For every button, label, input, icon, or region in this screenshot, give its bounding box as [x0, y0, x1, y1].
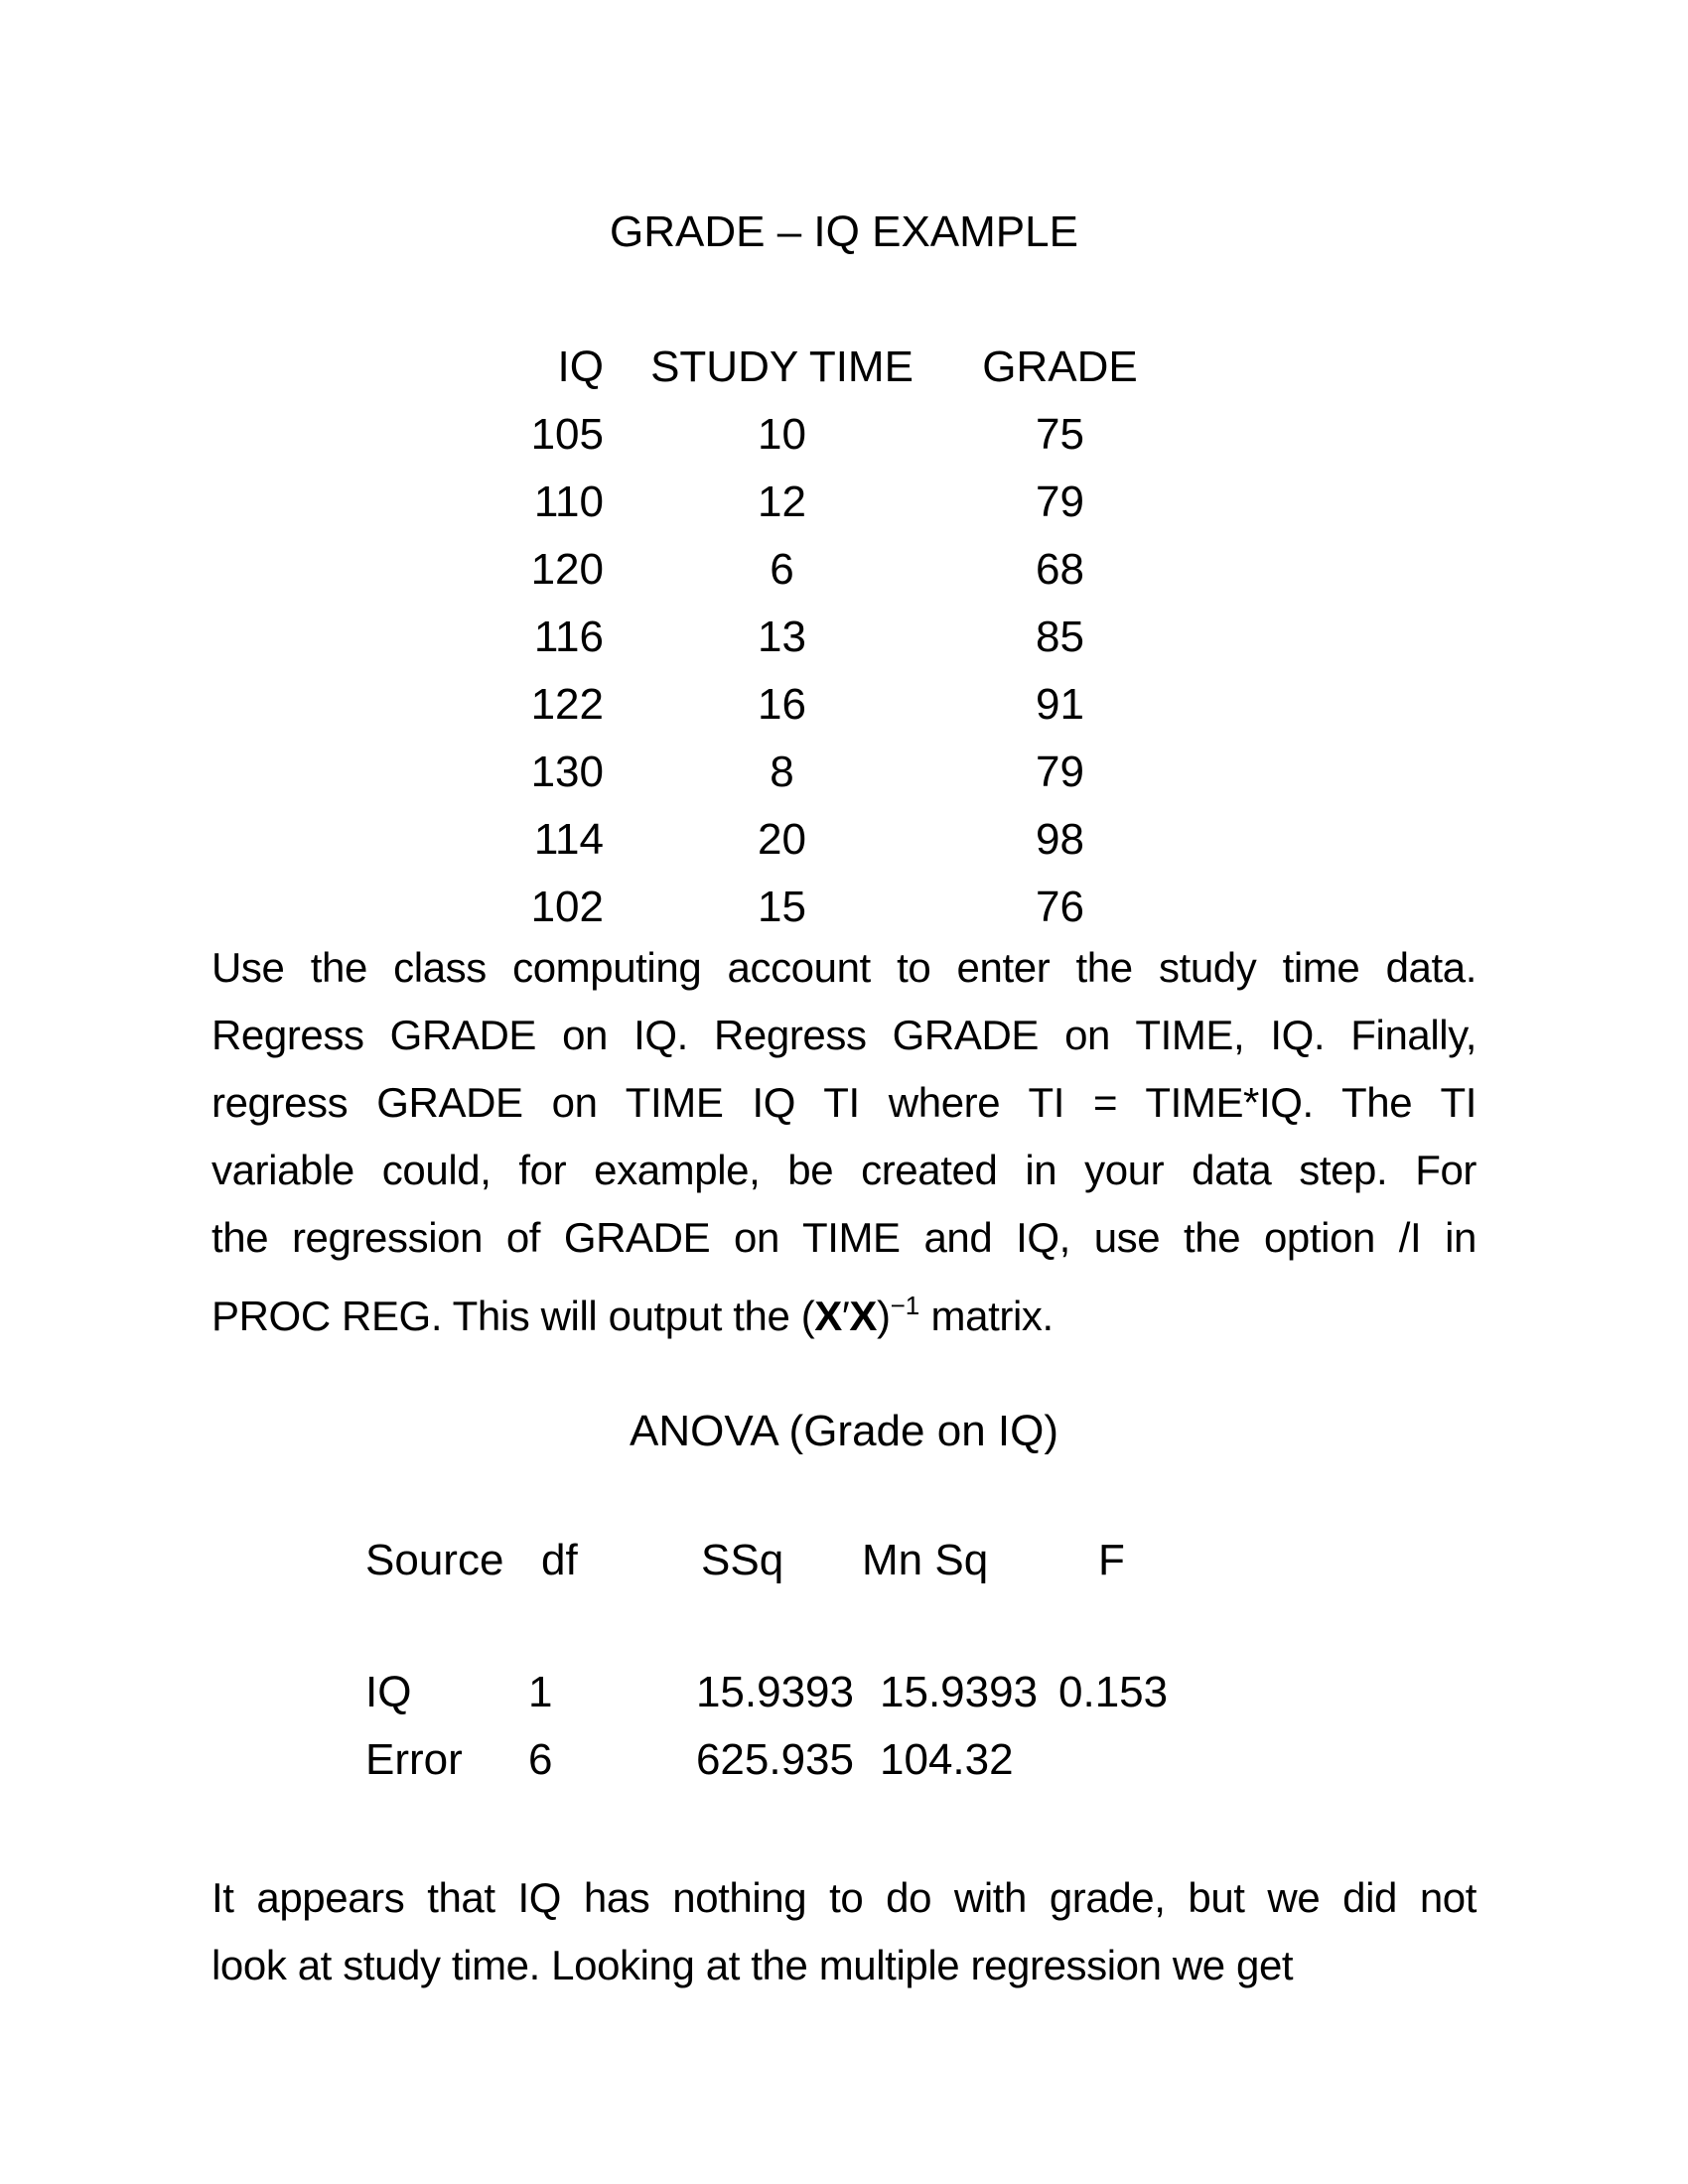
table-row	[0, 739, 1688, 806]
closing-paragraph	[211, 1864, 1477, 1999]
anova-row-iq	[0, 1659, 1688, 1726]
grade-value: 76	[1036, 883, 1084, 931]
anova-ssq-value: 625.935	[695, 1735, 854, 1784]
anova-source-value: Error	[365, 1735, 463, 1784]
grade-value: 75	[1036, 410, 1084, 459]
grade-value: 79	[1036, 478, 1084, 526]
study-time-value: 13	[758, 613, 806, 661]
grade-value: 79	[1036, 748, 1084, 796]
anova-header-row	[0, 1527, 1688, 1594]
iq-value: 116	[533, 613, 604, 661]
grade-value: 98	[1036, 815, 1084, 864]
table-row	[0, 536, 1688, 604]
instructions-line-4: variable could, for example, be created in your data step. For	[211, 1147, 1477, 1193]
anova-col-df: df	[541, 1536, 578, 1584]
iq-value: 105	[530, 410, 604, 459]
inverse-exponent: −1	[890, 1291, 920, 1320]
instructions-line-1: Use the class computing account to enter the study time data.	[211, 944, 1477, 991]
instructions-line-2: Regress GRADE on IQ. Regress GRADE on TIME, IQ. Finally,	[211, 1012, 1477, 1058]
study-time-value: 20	[758, 815, 806, 864]
grade-value: 91	[1036, 680, 1084, 729]
study-time-value: 15	[758, 883, 806, 931]
study-time-value: 10	[758, 410, 806, 459]
prime-symbol: ′	[841, 1293, 850, 1339]
instructions-paragraph	[211, 934, 1477, 1339]
iq-value: 120	[530, 545, 604, 594]
study-time-value: 12	[758, 478, 806, 526]
study-time-value: 6	[770, 545, 794, 594]
closing-line-2: look at study time. Looking at the multiple regression we get	[211, 1942, 1294, 1988]
text-after-matrix: matrix.	[919, 1293, 1054, 1339]
table-row	[0, 401, 1688, 469]
anova-mnsq-value: 104.32	[880, 1735, 1014, 1784]
text-before-matrix: PROC REG. This will output the (	[211, 1293, 815, 1339]
instructions-line-3: regress GRADE on TIME IQ TI where TI = TIME*IQ. The TI	[211, 1079, 1477, 1126]
grade-value: 85	[1036, 613, 1084, 661]
iq-value: 114	[533, 815, 604, 864]
anova-source-value: IQ	[365, 1668, 412, 1716]
matrix-x-second: X	[849, 1293, 878, 1339]
instructions-line-5: the regression of GRADE on TIME and IQ, use the option /I in	[211, 1214, 1477, 1261]
anova-col-source: Source	[365, 1536, 504, 1584]
matrix-x-first: X	[814, 1293, 842, 1339]
data-table	[0, 334, 1688, 941]
col-header-iq: IQ	[557, 342, 604, 391]
study-time-value: 16	[758, 680, 806, 729]
col-header-study-time: STUDY TIME	[650, 342, 914, 391]
instructions-line-6	[211, 1272, 1477, 1339]
anova-mnsq-value: 15.9393	[880, 1668, 1039, 1716]
anova-heading: ANOVA (Grade on IQ)	[629, 1407, 1058, 1455]
anova-ssq-value: 15.9393	[695, 1668, 854, 1716]
data-table-header-row	[0, 334, 1688, 401]
grade-value: 68	[1036, 545, 1084, 594]
anova-col-f: F	[1098, 1536, 1125, 1584]
anova-col-ssq: SSq	[701, 1536, 784, 1584]
table-row	[0, 874, 1688, 941]
iq-value: 102	[530, 883, 604, 931]
iq-value: 130	[530, 748, 604, 796]
col-header-grade: GRADE	[982, 342, 1138, 391]
anova-row-error	[0, 1726, 1688, 1794]
anova-f-value: 0.153	[1058, 1668, 1169, 1716]
iq-value: 110	[533, 478, 604, 526]
anova-col-mnsq: Mn Sq	[862, 1536, 989, 1584]
page-title: GRADE – IQ EXAMPLE	[610, 207, 1078, 256]
iq-value: 122	[530, 680, 604, 729]
table-row	[0, 604, 1688, 671]
table-row	[0, 671, 1688, 739]
closing-line-1: It appears that IQ has nothing to do with grade, but we did not	[211, 1874, 1477, 1921]
close-paren: )	[877, 1293, 891, 1339]
table-row	[0, 469, 1688, 536]
anova-df-value: 6	[528, 1735, 553, 1784]
table-row	[0, 806, 1688, 874]
study-time-value: 8	[770, 748, 794, 796]
anova-df-value: 1	[528, 1668, 553, 1716]
